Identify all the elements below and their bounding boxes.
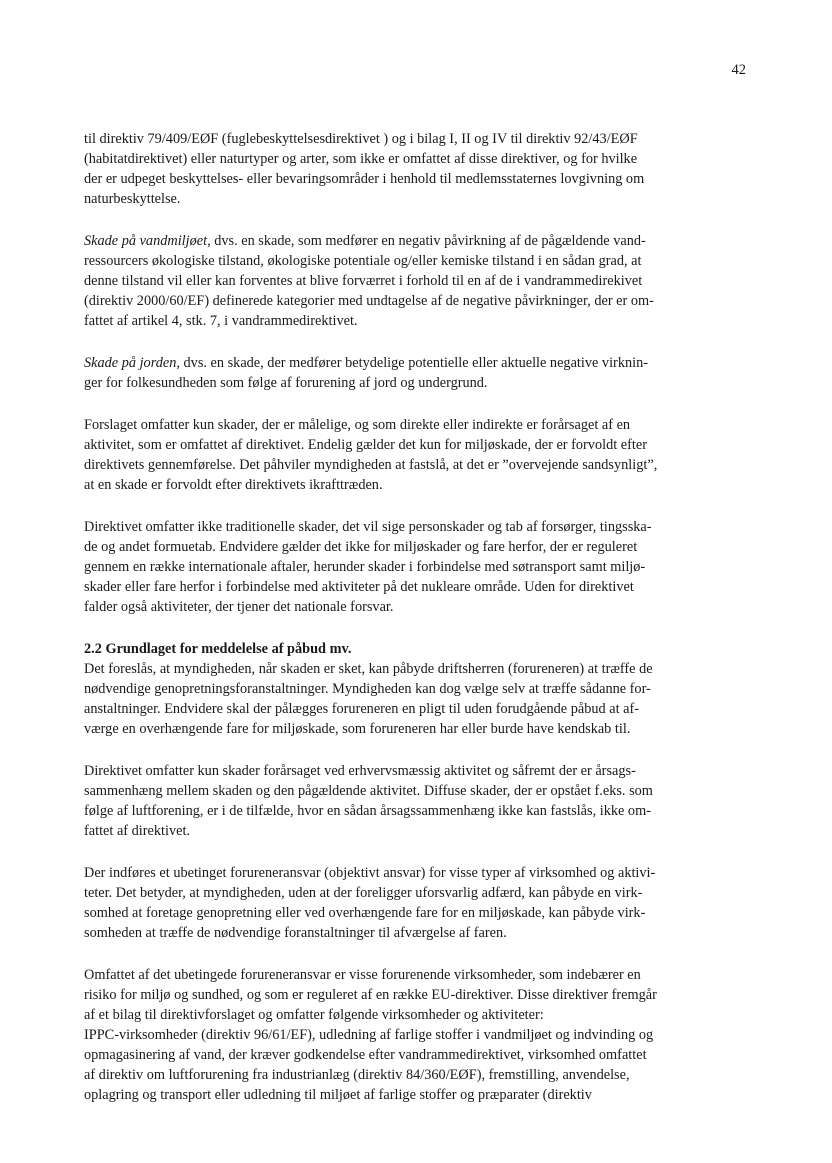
text-line: teter. Det betyder, at myndigheden, uden at der foreligger uforsvarlig adfærd, kan påbyde en virk- xyxy=(84,885,643,901)
text-line: Omfattet af det ubetingede forureneransvar er visse forurenende virksomheder, som indebærer en xyxy=(84,967,641,983)
text-line: der er udpeget beskyttelses- eller bevaringsområder i henhold til medlemsstaternes lovgivning om xyxy=(84,171,645,187)
text-line: af et bilag til direktivforslaget og omfatter følgende virksomheder og aktiviteter: xyxy=(84,1007,544,1023)
paragraph-strict-liability xyxy=(84,863,749,943)
text-line: til direktiv 79/409/EØF (fuglebeskyttelsesdirektivet ) og i bilag I, II og IV til direktiv 92/43/EØF xyxy=(84,131,638,147)
text-run: dvs. en skade, der medfører betydelige potentielle eller aktuelle negative virknin- xyxy=(179,355,648,371)
text-line: ressourcers økologiske tilstand, økologiske potentiale og/eller kemiske tilstand i en sådan grad, at xyxy=(84,253,642,269)
text-line: Det foreslås, at myndigheden, når skaden er sket, kan påbyde driftsherren (forureneren) at træffe de xyxy=(84,661,653,677)
text-line: aktivitet, som er omfattet af direktivet. Endelig gælder det kun for miljøskade, der er forvoldt efter xyxy=(84,437,647,453)
text-line: at en skade er forvoldt efter direktivets ikrafttræden. xyxy=(84,477,383,493)
text-line: opmagasinering af vand, der kræver godkendelse efter vandrammedirektivet, virksomhed omfattet xyxy=(84,1047,647,1063)
text-line: af direktiv om luftforurening fra industrianlæg (direktiv 84/360/EØF), fremstilling, anvendelse, xyxy=(84,1067,630,1083)
text-line xyxy=(84,353,749,373)
text-line: de og andet formuetab. Endvidere gælder det ikke for miljøskader og fare herfor, der er reguleret xyxy=(84,539,638,555)
section-heading: 2.2 Grundlaget for meddelelse af påbud mv. xyxy=(84,641,352,657)
text-line: Der indføres et ubetinget forureneransvar (objektivt ansvar) for visse typer af virksomhed og aktivi- xyxy=(84,865,656,881)
text-line: Direktivet omfatter kun skader forårsaget ved erhvervsmæssig aktivitet og såfremt der er årsags- xyxy=(84,763,636,779)
paragraph-scope xyxy=(84,415,749,495)
text-line: sammenhæng mellem skaden og den pågældende aktivitet. Diffuse skader, der er opstået f.eks. som xyxy=(84,783,653,799)
text-line: direktivets gennemførelse. Det påhviler myndigheden at fastslå, at det er ”overvejende sandsynligt”, xyxy=(84,457,658,473)
paragraph-intro-continuation xyxy=(84,129,749,209)
defined-term: Skade på jorden, xyxy=(84,355,180,371)
text-line: nødvendige genopretningsforanstaltninger. Myndigheden kan dog vælge selv at træffe sådanne for- xyxy=(84,681,651,697)
text-line: (habitatdirektivet) eller naturtyper og arter, som ikke er omfattet af disse direktiver, og for hvilke xyxy=(84,151,638,167)
text-line: oplagring og transport eller udledning til miljøet af farlige stoffer og præparater (direktiv xyxy=(84,1087,592,1103)
text-run: dvs. en skade, som medfører en negativ påvirkning af de pågældende vand- xyxy=(210,233,646,249)
text-line: fattet af artikel 4, stk. 7, i vandrammedirektivet. xyxy=(84,313,358,329)
section-2-2 xyxy=(84,639,749,739)
text-line: somheden at træffe de nødvendige foranstaltninger til afværgelse af faren. xyxy=(84,925,507,941)
paragraph-covered-activities xyxy=(84,965,749,1105)
paragraph-exclusions xyxy=(84,517,749,617)
text-line: IPPC-virksomheder (direktiv 96/61/EF), udledning af farlige stoffer i vandmiljøet og indvinding og xyxy=(84,1027,654,1043)
defined-term: Skade på vandmiljøet, xyxy=(84,233,211,249)
text-line: Forslaget omfatter kun skader, der er målelige, og som direkte eller indirekte er forårsaget af en xyxy=(84,417,631,433)
text-line: ger for folkesundheden som følge af forurening af jord og undergrund. xyxy=(84,375,488,391)
text-line: værge en overhængende fare for miljøskade, som forureneren har eller burde have kendskab til. xyxy=(84,721,631,737)
text-line: anstaltninger. Endvidere skal der pålægges forureneren en pligt til uden forudgående påbud at af- xyxy=(84,701,640,717)
text-line: (direktiv 2000/60/EF) definerede kategorier med undtagelse af de negative påvirkninger, der er om- xyxy=(84,293,654,309)
text-line xyxy=(84,231,749,251)
text-line: Direktivet omfatter ikke traditionelle skader, det vil sige personskader og tab af forsørger, tingsska- xyxy=(84,519,652,535)
paragraph-water-damage xyxy=(84,231,749,331)
paragraph-soil-damage xyxy=(84,353,749,393)
text-line: naturbeskyttelse. xyxy=(84,191,181,207)
paragraph-causation xyxy=(84,761,749,841)
text-line: risiko for miljø og sundhed, og som er reguleret af en række EU-direktiver. Disse direktiver fremgår xyxy=(84,987,657,1003)
text-line: følge af luftforening, er i de tilfælde, hvor en sådan årsagssammenhæng ikke kan fastslås, ikke om- xyxy=(84,803,651,819)
text-line: fattet af direktivet. xyxy=(84,823,190,839)
text-line: denne tilstand vil eller kan forventes at blive forværret i forhold til en af de i vandrammedirekivet xyxy=(84,273,643,289)
text-line: skader eller fare herfor i forbindelse med aktiviteter på det nukleare område. Uden for direktivet xyxy=(84,579,634,595)
page-number: 42 xyxy=(731,62,746,78)
text-line: gennem en række internationale aftaler, herunder skader i forbindelse med søtransport samt miljø- xyxy=(84,559,646,575)
document-body xyxy=(84,129,749,1105)
text-line: somhed at foretage genopretning eller ved overhængende fare for en miljøskade, kan påbyde virk- xyxy=(84,905,646,921)
text-line: falder også aktiviteter, der tjener det nationale forsvar. xyxy=(84,599,394,615)
